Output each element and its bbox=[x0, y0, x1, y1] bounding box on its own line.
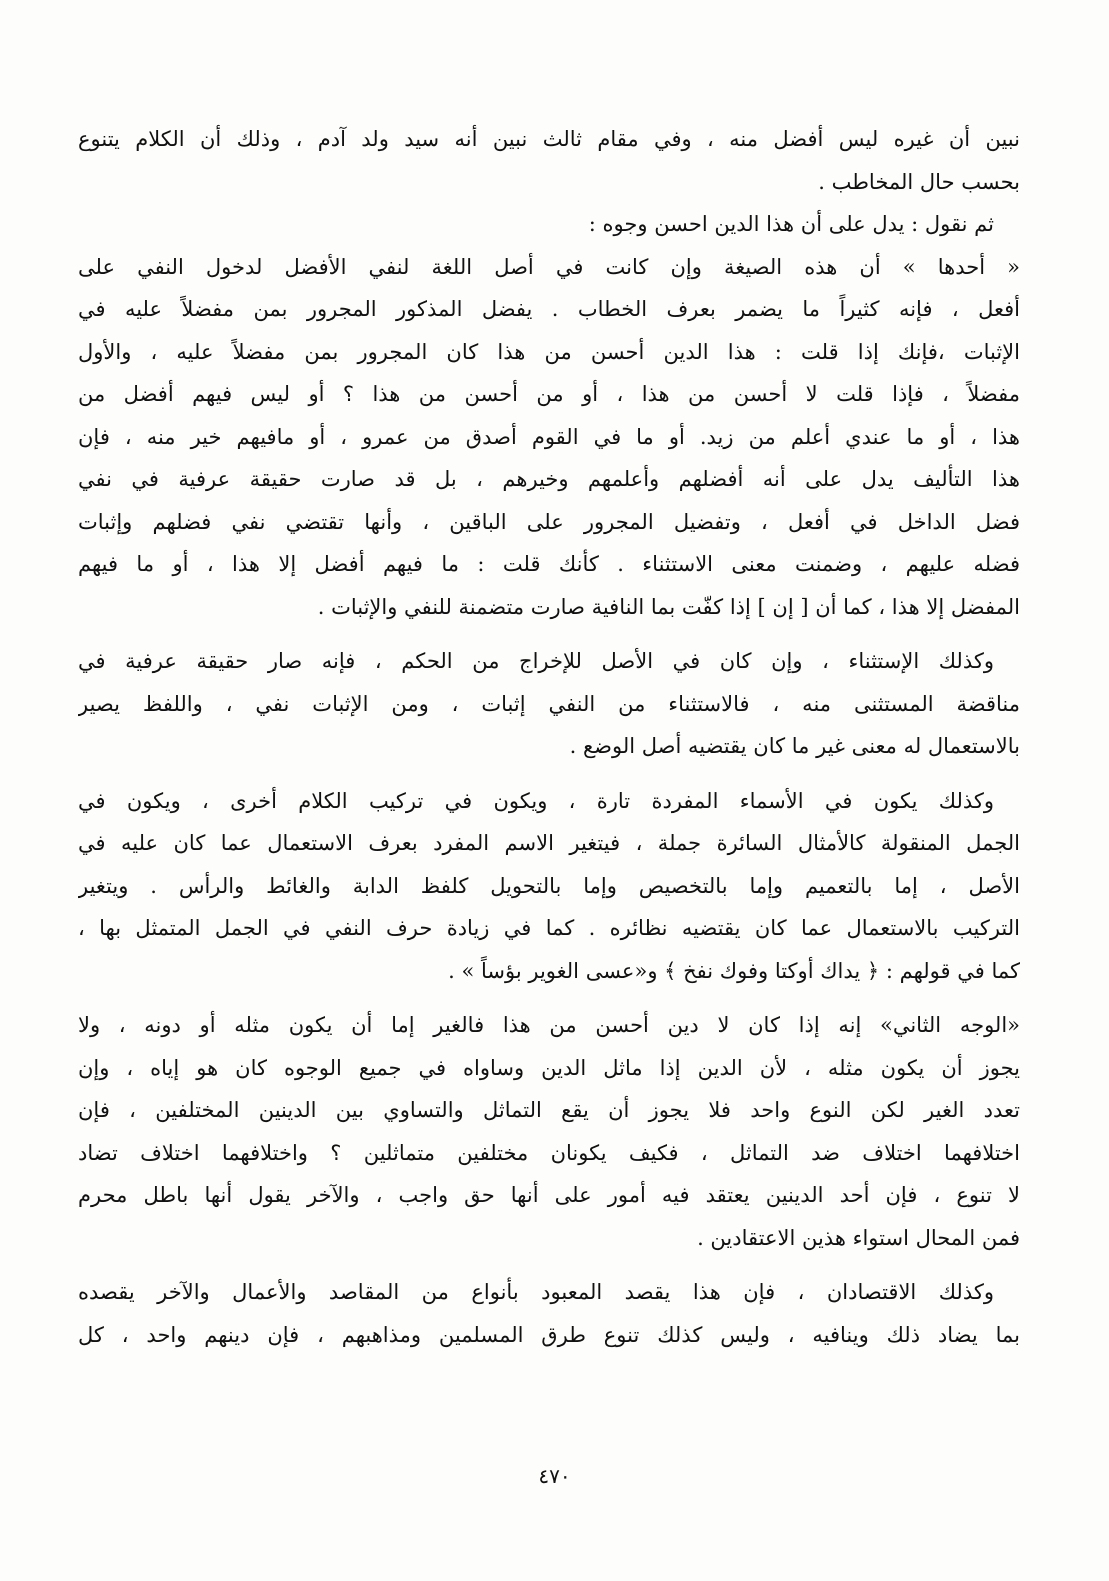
page-body bbox=[78, 118, 1020, 1356]
paragraph-gap bbox=[78, 628, 1020, 640]
text-line: لا تنوع ، فإن أحد الدينين يعتقد فيه أمور على أنها حق واجب ، والآخر يقول أنها باطل محرم bbox=[78, 1183, 1020, 1207]
text-line: مفضلاً ، فإذا قلت لا أحسن من هذا ، أو من أحسن من هذا ؟ أو ليس فيهم أفضل من bbox=[78, 382, 1020, 406]
text-line: «الوجه الثاني» إنه إذا كان لا دين أحسن من هذا فالغير إما أن يكون مثله أو دونه ، ولا bbox=[78, 1013, 1020, 1037]
text-line: فمن المحال استواء هذين الاعتقادين . bbox=[697, 1225, 1020, 1250]
text-line: المفضل إلا هذا ، كما أن [ إن ] إذا كفّت بما النافية صارت متضمنة للنفي والإثبات . bbox=[317, 594, 1020, 619]
text-line: كما في قولهم : ﴿ يداك أوكتا وفوك نفخ ﴾ و«عسى الغوير بؤساً » . bbox=[448, 958, 1020, 983]
page-number: ٤٧٠ bbox=[538, 1464, 571, 1488]
text-line: بحسب حال المخاطب . bbox=[818, 169, 1020, 194]
text-line: التركيب بالاستعمال عما كان يقتضيه نظائره . كما في زيادة حرف النفي في الجمل المتمثل بها ، bbox=[78, 916, 1020, 940]
paragraph-gap bbox=[78, 1259, 1020, 1271]
text-line: ثم نقول : يدل على أن هذا الدين احسن وجوه : bbox=[588, 212, 994, 236]
text-line: « أحدها » أن هذه الصيغة وإن كانت في أصل اللغة لنفي الأفضل لدخول النفي على bbox=[78, 254, 1020, 279]
paragraph-gap bbox=[78, 992, 1020, 1004]
text-line: بالاستعمال له معنى غير ما كان يقتضيه أصل الوضع . bbox=[569, 734, 1020, 758]
text-line: يجوز أن يكون مثله ، لأن الدين إذا ماثل الدين وساواه في جميع الوجوه كان هو إياه ، وإن bbox=[78, 1055, 1020, 1080]
text-line: وكذلك الاقتصادان ، فإن هذا يقصد المعبود بأنواع من المقاصد والأعمال والآخر يقصده bbox=[78, 1280, 994, 1304]
text-line: مناقضة المستثنى منه ، فالاستثناء من النفي إثبات ، ومن الإثبات نفي ، واللفظ يصير bbox=[78, 691, 1020, 716]
text-line: الأصل ، إما بالتعميم وإما بالتخصيص وإما بالتحويل كلفظ الدابة والغائط والرأس . ويتغير bbox=[78, 873, 1020, 898]
paragraph-gap bbox=[78, 768, 1020, 780]
text-line: فضل الداخل في أفعل ، وتفضيل المجرور على الباقين ، وأنها تقتضي نفي فضلهم وإثبات bbox=[78, 509, 1020, 534]
text-line: وكذلك الإستثناء ، وإن كان في الأصل للإخراج من الحكم ، فإنه صار حقيقة عرفية في bbox=[78, 649, 994, 673]
text-line: أفعل ، فإنه كثيراً ما يضمر بعرف الخطاب . يفضل المذكور المجرور بمن مفضلاً عليه في bbox=[78, 297, 1020, 321]
text-line: نبين أن غيره ليس أفضل منه ، وفي مقام ثالث نبين أنه سيد ولد آدم ، وذلك أن الكلام يتنوع bbox=[78, 127, 1020, 151]
text-line: فضله عليهم ، وضمنت معنى الاستثناء . كأنك قلت : ما فيهم أفضل إلا هذا ، أو ما فيهم bbox=[78, 552, 1020, 576]
text-line: وكذلك يكون في الأسماء المفردة تارة ، ويكون في تركيب الكلام أخرى ، ويكون في bbox=[78, 788, 995, 813]
text-line: هذا ، أو ما عندي أعلم من زيد. أو ما في القوم أصدق من عمرو ، أو مافيهم خير منه ، فإن bbox=[78, 424, 1020, 449]
text-line: الجمل المنقولة كالأمثال السائرة جملة ، فيتغير الاسم المفرد بعرف الاستعمال عما كان عليه في bbox=[78, 831, 1020, 855]
text-line: تعدد الغير لكن النوع واحد فلا يجوز أن يقع التماثل والتساوي بين الدينين المختلفين ، فإن bbox=[78, 1098, 1020, 1122]
text-line: هذا التأليف يدل على أنه أفضلهم وأعلمهم وخيرهم ، بل قد صارت حقيقة عرفية في نفي bbox=[78, 467, 1020, 491]
text-line: بما يضاد ذلك وينافيه ، وليس كذلك تنوع طرق المسلمين ومذاهبهم ، فإن دينهم واحد ، كل bbox=[78, 1322, 1020, 1347]
text-line: اختلافهما اختلاف ضد التماثل ، فكيف يكونان مختلفين متماثلين ؟ واختلافهما اختلاف تضاد bbox=[78, 1140, 1020, 1165]
text-line: الإثبات ،فإنك إذا قلت : هذا الدين أحسن من هذا كان المجرور بمن مفضلاً عليه ، والأول bbox=[78, 339, 1020, 364]
